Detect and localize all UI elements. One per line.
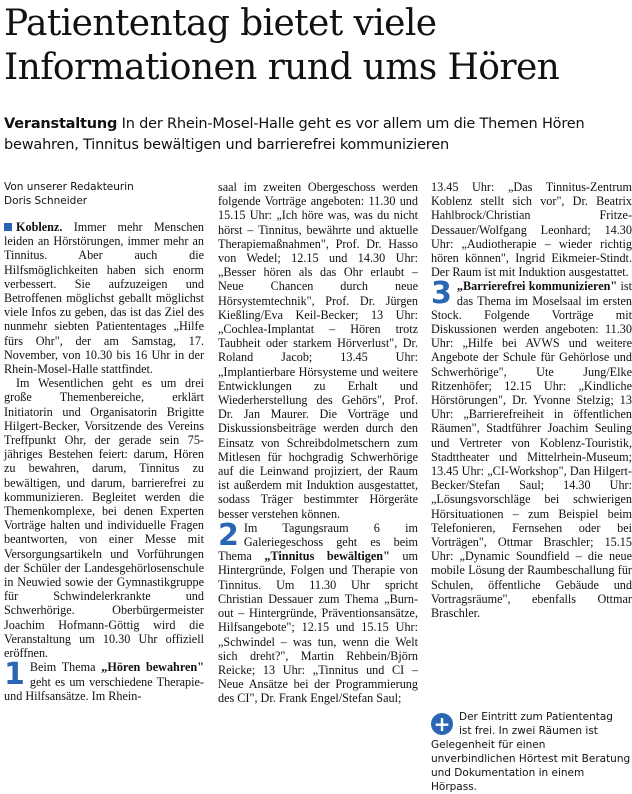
paragraph-themes: Im Wesentlichen geht es um drei große Themenbereiche, erklärt Initiatorin und Organisatorin Brigitte Hilgert-Becker, Vorsitzende des Vereins Treffpunkt Ohr, der gerade sein 75-jähriges Bestehen feiert: darum, Hören zu bewahren, darum, Tinnitus zu bewältigen, und darum, barrierefrei zu kommunizieren. Begleitet werden die Themenkomplexe, bei denen Experten Vorträge halten und individuelle Fragen beantworten, von einer Messe mit Versorgungsartikeln und Vorführungen der Schüler der Landesgehörlosenschule in Neuwied sowie der Gymnastikgruppe für Schwindelerkrankte und Schwerhörige. Oberbürgermeister Joachim Hofmann-Göttig wird die Veranstaltung um 10.30 Uhr offiziell eröffnen.: [4, 376, 204, 661]
square-bullet-icon: [4, 223, 12, 231]
paragraph-theme-1: [4, 657, 204, 703]
subhead: [4, 114, 628, 156]
subhead-kicker: Veranstaltung: [4, 116, 118, 132]
subhead-text: In der Rhein-Mosel-Halle geht es vor allem um die Themen Hören bewahren, Tinnitus bewältigen und barrierefrei kommunizieren: [4, 116, 585, 153]
info-box: [431, 710, 632, 794]
headline-line-2: Informationen rund ums Hören: [4, 47, 560, 88]
info-box-line-1: Der Eintritt zum Patiententag: [459, 711, 613, 723]
byline-line-1: Von unserer Redakteurin: [4, 181, 134, 193]
paragraph-theme-2: [218, 517, 419, 706]
headline-line-1: Patiententag bietet viele: [4, 3, 437, 44]
paragraph-tinnitus-cont: 13.45 Uhr: „Das Tinnitus-Zentrum Koblenz stellt sich vor", Dr. Beatrix Hahlbrock/Christian Fritze-Dessauer/Wolfgang Leonhard; 14.30 Uhr: „Audiotherapie – wieder richtig hören können", Ingrid Eikmeier-Stindt. Der Raum ist mit Induktion ausgestattet.: [431, 180, 632, 280]
info-box-line-2: ist frei. In zwei Räumen ist: [459, 725, 598, 737]
paragraph-rheinsaal: saal im zweiten Obergeschoss werden folgende Vorträge angeboten: 11.30 und 15.15 Uhr: „Ich höre was, was du nicht hörst – Tinnitus, bewährte und aktuelle Therapiemaßnahmen", Prof. Dr. Hasso von Wedel; 12.15 und 14.30 Uhr: „Besser hören als das Ohr erlaubt – Neue Chancen durch neue Hörsystemtechnik", Prof. Dr. Jürgen Kießling/Eva Keil-Becker; 13 Uhr: „Cochlea-Implantat – Hören trotz Taubheit oder starkem Hörverlust", Dr. Roland Jacob; 13.45 Uhr: „Implantierbare Hörsysteme und weitere Entwicklungen zu Erhalt und Wiederherstellung des Gehörs", Prof. Dr. Jan Maurer. Die Vorträge und Diskussionsbeiträge werden durch den Einsatz von Schreibdolmetschern zum Mitlesen für hochgradig Schwerhörige auf die Leinwand projiziert, der Raum ist außerdem mit Induktion ausgestattet, sodass Träger bestimmter Hörgeräte besser verstehen können.: [218, 180, 418, 521]
article-column-1: [4, 220, 204, 703]
theme-1-pre: Beim Thema: [29, 660, 102, 675]
paragraph-intro: [4, 220, 204, 376]
dateline: Koblenz.: [16, 220, 63, 234]
section-number-1: 1: [4, 657, 25, 693]
theme-3-post: ist das Thema im Moselsaal im ersten Stock. Folgende Vorträge mit Diskussionen werden angeboten: 11.30 Uhr: „Hilfe bei AVWS und weitere Angebote der Schule für Gehörlose und Schwerhörige", Ute Jung/Elke Ritzenhöfer; 12.15 Uhr: „Kindliche Hörstörungen", Dr. Yvonne Stelzig; 13 Uhr: „Barrierefreiheit in öffentlichen Räumen", Stadtführer Joachim Seuling und Vertreter von Koblenz-Touristik, Stadttheater und Mittelrhein-Museum; 13.45 Uhr: „CI-Workshop", Dan Hilgert-Becker/Stefan Saul; 14.30 Uhr: „Lösungsvorschläge bei schwierigen Hörsituationen – zum Beispiel beim Telefonieren, Fernsehen oder bei Vorträgen", Ottmar Braschler; 15.15 Uhr: „Dynamic Soundfield – die neue mobile Lösung der Raumbeschallung für Schulen, öffentliche Gebäude und Vortragsräume", ebenfalls Ottmar Braschler.: [431, 279, 632, 621]
headline: [4, 2, 630, 90]
article-column-3: [431, 180, 632, 620]
theme-2-title: „Tinnitus bewältigen": [264, 549, 390, 564]
paragraph-intro-text: Immer mehr Menschen leiden an Hörstörungen, immer mehr an Tinnitus. Aber auch die Hilfsmöglichkeiten haben sich enorm verbessert. Sie aufzuzeigen und Betroffenen möglichst geballt möglichst viele Infos zu geben, das ist das Ziel des nunmehr siebten Patiententages „Hilfe fürs Ohr", der am Samstag, 17. November, von 10.30 bis 16 Uhr in der Rhein-Mosel-Halle stattfindet.: [4, 220, 204, 377]
info-box-text: Gelegenheit für einen unverbindlichen Hörtest mit Beratung und Dokumentation in einem Hörpass.: [431, 739, 631, 793]
theme-3-title: „Barrierefrei kommunizieren": [456, 279, 618, 294]
section-number-3: 3: [431, 276, 452, 312]
theme-1-post: geht es um verschiedene Therapie- und Hilfsansätze. Im Rhein-: [4, 674, 204, 703]
byline: [4, 180, 204, 208]
article-column-2: [218, 180, 418, 706]
theme-1-title: „Hören bewahren": [101, 660, 204, 675]
theme-2-pre: Im Tagungsraum 6 im Galeriegeschoss geht es beim Thema: [218, 520, 418, 564]
plus-circle-icon: +: [431, 713, 453, 735]
byline-author: Doris Schneider: [4, 195, 88, 207]
section-number-2: 2: [218, 517, 239, 553]
paragraph-theme-3: [431, 276, 632, 621]
theme-2-post: um Hintergründe, Folgen und Therapie von Tinnitus. Um 11.30 Uhr spricht Christian Dessauer zum Thema „Burn-out – Hintergründe, Präventionsansätze, Hilfsangebote"; 12.15 und 15.15 Uhr: „Schwindel – was tun, wenn die Welt sich dreht?", Martin Rehbein/Björn Reicke; 13 Uhr: „Tinnitus und CI – Neue Ansätze bei der Programmierung des CI", Dr. Frank Engel/Stefan Saul;: [218, 549, 419, 706]
